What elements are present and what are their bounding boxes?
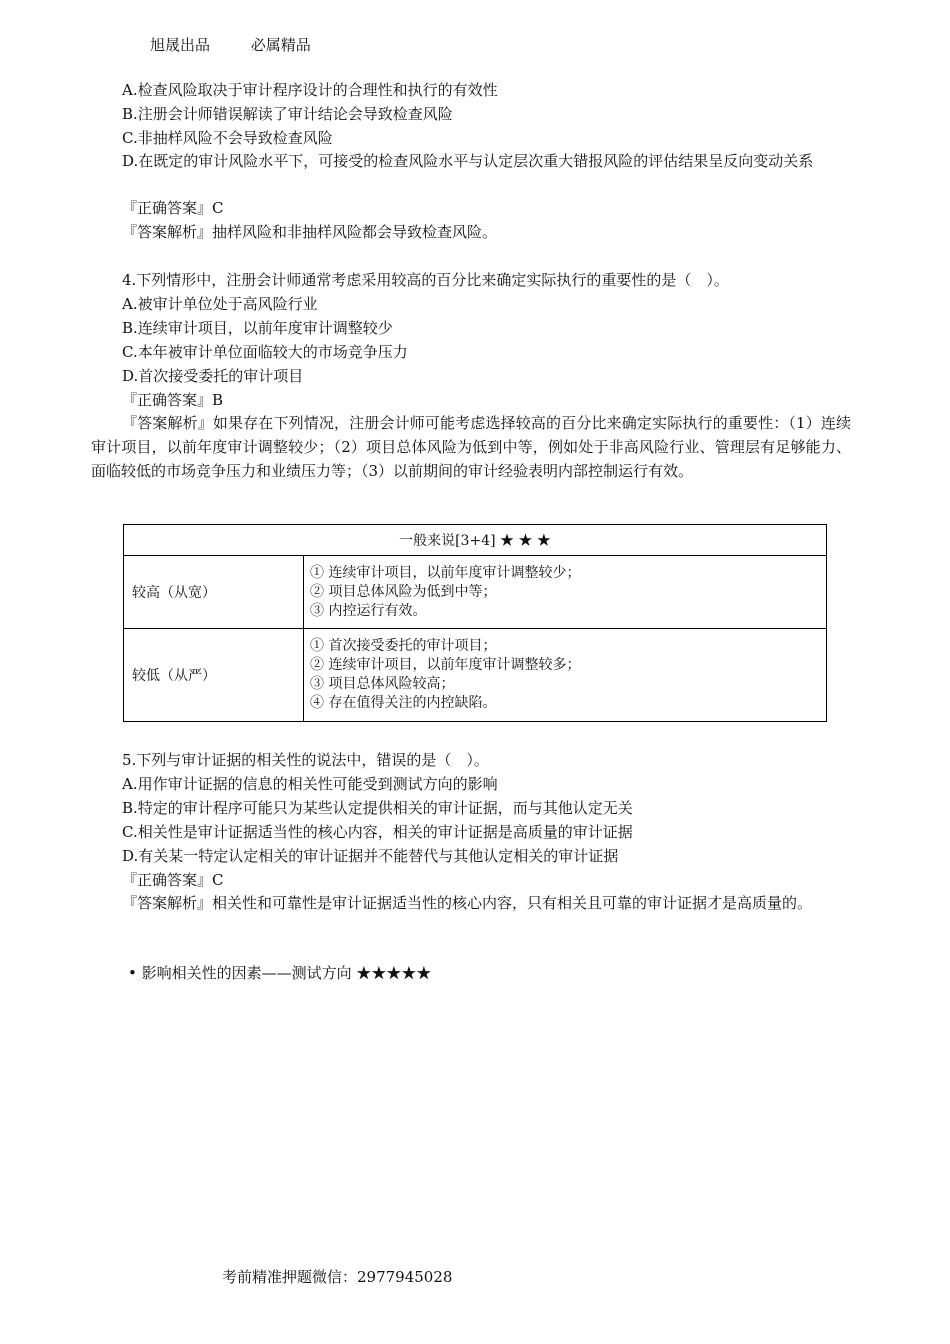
- table-header: 一般来说[3+4] ★ ★ ★: [124, 525, 827, 556]
- q4-analysis: 『答案解析』如果存在下列情况，注册会计师可能考虑选择较高的百分比来确定实际执行的重要性：（1）连续审计项目，以前年度审计调整较少；（2）项目总体风险为低到中等，例如处于非高风险行业、管理层有足够能力、面临较低的市场竞争压力和业绩压力等；（3）以前期间的审计经验表明内部控制运行有效。: [91, 414, 851, 480]
- q3-option-c: C.非抽样风险不会导致检查风险: [122, 129, 333, 147]
- q3-option-b: B.注册会计师错误解读了审计结论会导致检查风险: [122, 105, 453, 123]
- q5-option-c: C.相关性是审计证据适当性的核心内容，相关的审计证据是高质量的审计证据: [122, 823, 633, 841]
- table-row: [124, 556, 827, 629]
- list-item: ① 首次接受委托的审计项目；: [310, 638, 497, 654]
- q3-answer: 『正确答案』C: [122, 199, 224, 217]
- list-item: ③ 内控运行有效。: [310, 602, 427, 619]
- q5-option-b: B.特定的审计程序可能只为某些认定提供相关的审计证据，而与其他认定无关: [122, 799, 633, 817]
- table-row-label: 较高（从宽）: [124, 556, 304, 629]
- q4-answer: 『正确答案』B: [122, 391, 224, 409]
- q3-option-a: A.检查风险取决于审计程序设计的合理性和执行的有效性: [122, 81, 498, 99]
- q4-option-d: D.首次接受委托的审计项目: [122, 367, 304, 385]
- list-item: ② 连续审计项目，以前年度审计调整较多；: [310, 657, 581, 673]
- q5-option-a: A.用作审计证据的信息的相关性可能受到测试方向的影响: [122, 775, 498, 793]
- table-row-label: 较低（从严）: [124, 629, 304, 722]
- q5-option-d: D.有关某一特定认定相关的审计证据并不能替代与其他认定相关的审计证据: [122, 847, 619, 865]
- page-footer: 考前精准押题微信：2977945028: [222, 1268, 453, 1286]
- q4-option-a: A.被审计单位处于高风险行业: [122, 295, 318, 313]
- materiality-summary-table: [123, 524, 827, 722]
- table-row: [124, 629, 827, 722]
- list-item: ③ 项目总体风险较高；: [310, 676, 455, 692]
- header-brand: 旭晟出品: [150, 36, 211, 54]
- table-row-items: [304, 556, 827, 629]
- list-item: ② 项目总体风险为低到中等；: [310, 583, 497, 600]
- q5-analysis: 『答案解析』相关性和可靠性是审计证据适当性的核心内容，只有相关且可靠的审计证据才是高质量的。: [122, 894, 813, 912]
- q4-stem: 4.下列情形中，注册会计师通常考虑采用较高的百分比来确定实际执行的重要性的是（ ）。: [122, 271, 729, 289]
- q4-option-b: B.连续审计项目，以前年度审计调整较少: [122, 319, 393, 337]
- q4-option-c: C.本年被审计单位面临较大的市场竞争压力: [122, 343, 408, 361]
- header-slogan: 必属精品: [250, 36, 311, 54]
- q3-option-d: D.在既定的审计风险水平下，可接受的检查风险水平与认定层次重大错报风险的评估结果呈反向变动关系: [122, 152, 814, 170]
- key-point-bullet: • 影响相关性的因素——测试方向 ★★★★★: [128, 964, 432, 982]
- table-row-items: [304, 629, 827, 722]
- q5-answer: 『正确答案』C: [122, 871, 224, 889]
- list-item: ① 连续审计项目，以前年度审计调整较少；: [310, 564, 581, 581]
- page-header: [150, 34, 347, 55]
- q5-stem: 5.下列与审计证据的相关性的说法中，错误的是（ ）。: [122, 751, 489, 769]
- q3-analysis: 『答案解析』抽样风险和非抽样风险都会导致检查风险。: [122, 223, 498, 241]
- list-item: ④ 存在值得关注的内控缺陷。: [310, 695, 497, 711]
